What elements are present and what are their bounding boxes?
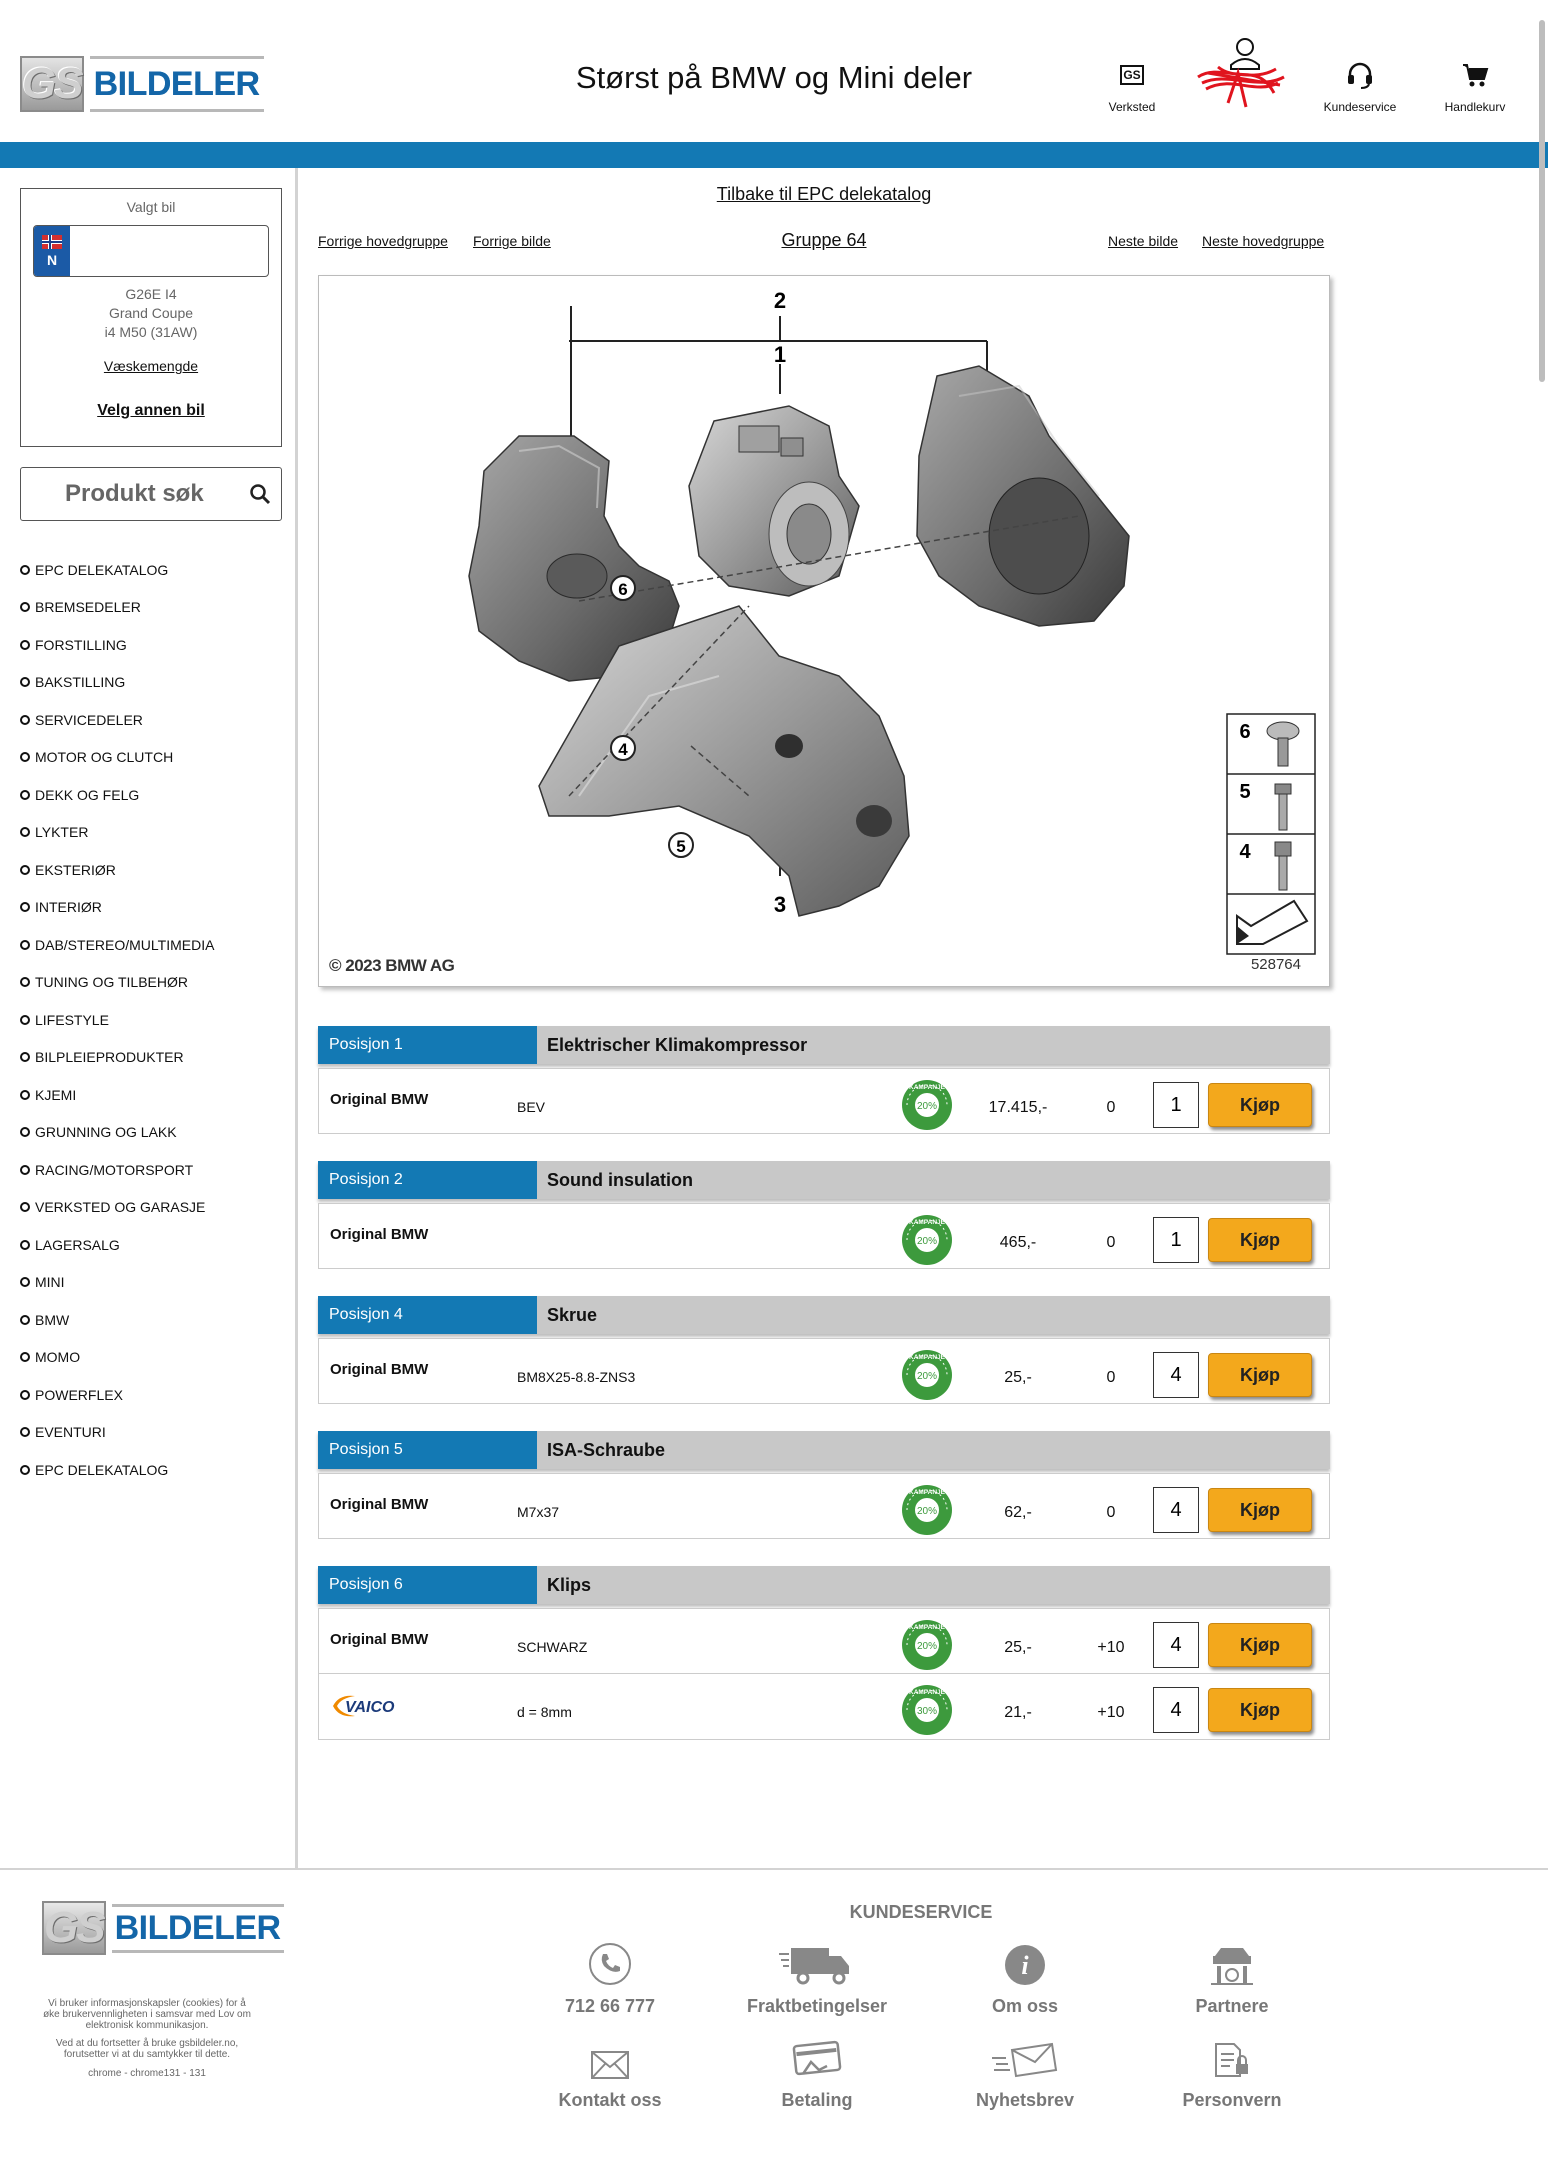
menu-item[interactable]	[20, 626, 214, 664]
menu-item-label: LAGERSALG	[35, 1236, 120, 1253]
diagram-copyright: © 2023 BMW AG	[329, 956, 455, 975]
position-header	[318, 1161, 1330, 1199]
bullet-icon	[20, 640, 30, 650]
menu-item[interactable]	[20, 589, 214, 627]
position-block	[318, 1296, 1330, 1404]
part-description: BM8X25-8.8-ZNS3	[517, 1369, 636, 1385]
bullet-icon	[20, 1090, 30, 1100]
position-header	[318, 1431, 1330, 1469]
discount-label: 20%	[916, 1236, 938, 1247]
position-number: Posisjon 6	[318, 1566, 537, 1604]
kundeservice-label: Kundeservice	[1323, 100, 1397, 114]
footer-contact-label: Kontakt oss	[558, 2090, 662, 2110]
car-model-line-1: G26E I4	[125, 286, 177, 302]
menu-item-label: MINI	[35, 1274, 65, 1291]
quantity-input[interactable]	[1153, 1622, 1199, 1668]
browser-info: chrome - chrome131 - 131	[88, 2068, 206, 2079]
position-number: Posisjon 2	[318, 1161, 537, 1199]
prev-main-group-link[interactable]: Forrige hovedgruppe	[318, 233, 448, 249]
position-block	[318, 1161, 1330, 1269]
truck-icon	[717, 1936, 917, 1986]
menu-item[interactable]	[20, 1264, 214, 1302]
car-model-info	[21, 285, 281, 342]
norway-flag-icon	[42, 235, 62, 249]
quantity-input[interactable]	[1153, 1217, 1199, 1263]
site-header	[0, 0, 1548, 142]
menu-item-label: LIFESTYLE	[35, 1011, 109, 1028]
position-title: Skrue	[547, 1304, 598, 1325]
footer-logo[interactable]	[42, 1900, 281, 1956]
product-search	[20, 467, 282, 521]
scrollbar-thumb[interactable]	[1539, 20, 1545, 382]
brand-name: Original BMW	[330, 1226, 429, 1243]
menu-item-label: RACING/MOTORSPORT	[35, 1161, 194, 1178]
category-menu	[20, 551, 214, 1489]
campaign-badge-icon	[901, 1214, 953, 1271]
menu-item-label: BMW	[35, 1311, 70, 1328]
campaign-badge-text: KAMPANJE	[909, 1219, 945, 1226]
part-row	[318, 1338, 1330, 1404]
menu-item[interactable]	[20, 776, 214, 814]
menu-item-label: EKSTERIØR	[35, 861, 116, 878]
part-price: 25,-	[1004, 1369, 1032, 1386]
menu-item-label: BREMSEDELER	[35, 599, 141, 616]
part-row	[318, 1203, 1330, 1269]
campaign-badge-text: KAMPANJE	[909, 1084, 945, 1091]
envelope-icon	[510, 2030, 710, 2080]
phone-icon	[510, 1936, 710, 1986]
menu-item[interactable]	[20, 551, 214, 589]
slogan: Størst på BMW og Mini deler	[575, 60, 973, 95]
menu-item[interactable]	[20, 1226, 214, 1264]
menu-item[interactable]	[20, 851, 214, 889]
bullet-icon	[20, 1427, 30, 1437]
position-header	[318, 1296, 1330, 1334]
part-stock: 0	[1106, 1369, 1116, 1386]
bullet-icon	[20, 1202, 30, 1212]
menu-item-label: DAB/STEREO/MULTIMEDIA	[35, 936, 215, 953]
bullet-icon	[20, 1315, 30, 1325]
parts-diagram	[318, 275, 1330, 987]
bullet-icon	[20, 827, 30, 837]
position-block	[318, 1026, 1330, 1134]
logo-text-box	[90, 56, 264, 112]
part-row	[318, 1608, 1330, 1674]
privacy-document-icon	[1132, 2030, 1332, 2080]
gs-badge-icon: GS	[1120, 65, 1144, 85]
bullet-icon	[20, 902, 30, 912]
menu-item[interactable]	[20, 1001, 214, 1039]
menu-item[interactable]	[20, 739, 214, 777]
svg-text:i: i	[1021, 1951, 1029, 1980]
discount-label: 30%	[916, 1706, 938, 1717]
part-stock: +10	[1097, 1639, 1125, 1656]
brand-name: Original BMW	[330, 1361, 429, 1378]
bullet-icon	[20, 1165, 30, 1175]
menu-item[interactable]	[20, 1451, 214, 1489]
campaign-badge-icon	[901, 1684, 953, 1741]
menu-item-label: VERKSTED OG GARASJE	[35, 1199, 206, 1216]
menu-item-label: FORSTILLING	[35, 636, 127, 653]
bullet-icon	[20, 1465, 30, 1475]
cart-link[interactable]	[1420, 54, 1530, 114]
menu-item-label: EPC DELEKATALOG	[35, 561, 169, 578]
footer-logo-text: BILDELER	[112, 1904, 284, 1953]
legend-number-4: 4	[1239, 841, 1251, 863]
back-link-row	[300, 184, 1348, 205]
legend-number-6: 6	[1239, 721, 1251, 743]
header-accent-bar	[0, 142, 1548, 168]
headset-icon	[1305, 54, 1415, 96]
campaign-badge-text: KAMPANJE	[909, 1689, 945, 1696]
diagram-image-number: 528764	[1250, 956, 1301, 973]
logo-gs-mark: GS	[20, 56, 84, 112]
footer-newsletter-label: Nyhetsbrev	[975, 2090, 1075, 2110]
next-main-group-link[interactable]: Neste hovedgruppe	[1202, 233, 1325, 249]
menu-item-label: BAKSTILLING	[35, 674, 126, 691]
menu-item[interactable]	[20, 1189, 214, 1227]
bullet-icon	[20, 602, 30, 612]
menu-item-label: GRUNNING OG LAKK	[35, 1124, 177, 1141]
menu-item-label: EPC DELEKATALOG	[35, 1461, 169, 1478]
callout-5[interactable]: 5	[676, 837, 686, 856]
buy-button[interactable]: Kjøp	[1208, 1623, 1312, 1667]
position-block	[318, 1566, 1330, 1740]
footer-newsletter-link[interactable]	[925, 2030, 1125, 2111]
footer-logo-gs-mark: GS	[42, 1901, 106, 1955]
callout-1[interactable]: 1	[773, 342, 787, 367]
part-row	[318, 1068, 1330, 1134]
menu-item-label: TUNING OG TILBEHØR	[35, 974, 188, 991]
menu-item[interactable]	[20, 664, 214, 702]
user-icon	[1188, 52, 1298, 94]
part-price: 465,-	[999, 1234, 1037, 1251]
search-icon[interactable]	[249, 483, 271, 510]
kundeservice-title: KUNDESERVICE	[849, 1902, 993, 1922]
bullet-icon	[20, 790, 30, 800]
campaign-badge-text: KAMPANJE	[909, 1354, 945, 1361]
quantity-input[interactable]	[1153, 1487, 1199, 1533]
menu-item[interactable]	[20, 926, 214, 964]
campaign-badge-icon	[901, 1079, 953, 1136]
part-stock: 0	[1106, 1234, 1116, 1251]
bullet-icon	[20, 1277, 30, 1287]
newsletter-icon	[925, 2030, 1125, 2080]
brand-name: Original BMW	[330, 1631, 429, 1648]
buy-button[interactable]: Kjøp	[1208, 1353, 1312, 1397]
quantity-input[interactable]	[1153, 1082, 1199, 1128]
choose-other-car-link[interactable]: Velg annen bil	[97, 402, 205, 419]
footer-partners-label: Partnere	[1195, 1996, 1269, 2016]
part-price: 21,-	[1004, 1704, 1032, 1721]
selected-car-box	[20, 188, 282, 447]
bullet-icon	[20, 565, 30, 575]
campaign-badge-icon	[901, 1619, 953, 1676]
discount-label: 20%	[916, 1506, 938, 1517]
brand-name: Original BMW	[330, 1496, 429, 1513]
position-header	[318, 1026, 1330, 1064]
callout-6[interactable]: 6	[618, 580, 628, 599]
menu-item[interactable]	[20, 889, 214, 927]
footer-phone-link[interactable]	[510, 1936, 710, 2017]
menu-item-label: EVENTURI	[35, 1424, 106, 1441]
footer-privacy-link[interactable]	[1132, 2030, 1332, 2111]
plate-country-code: N	[46, 251, 58, 268]
menu-item-label: SERVICEDELER	[35, 711, 143, 728]
part-row	[318, 1473, 1330, 1539]
menu-item-label: BILPLEIEPRODUKTER	[35, 1049, 184, 1066]
verksted-label: Verksted	[1108, 100, 1156, 114]
position-number: Posisjon 4	[318, 1296, 537, 1334]
menu-item-label: POWERFLEX	[35, 1386, 123, 1403]
part-price: 17.415,-	[988, 1099, 1048, 1116]
position-title: Sound insulation	[547, 1169, 693, 1190]
plate-country-badge	[34, 226, 70, 276]
car-model-line-3: i4 M50 (31AW)	[104, 324, 198, 340]
position-title: ISA-Schraube	[547, 1439, 666, 1460]
verksted-link[interactable]	[1077, 54, 1187, 114]
bullet-icon	[20, 752, 30, 762]
menu-item-label: KJEMI	[35, 1086, 77, 1103]
callout-3[interactable]: 3	[773, 892, 787, 917]
part-price: 25,-	[1004, 1639, 1032, 1656]
product-search-input[interactable]	[21, 469, 231, 519]
discount-label: 20%	[916, 1641, 938, 1652]
cart-icon	[1420, 54, 1530, 96]
sidebar	[0, 168, 298, 1868]
menu-item-label: DEKK OG FELG	[35, 786, 140, 803]
part-stock: 0	[1106, 1099, 1116, 1116]
menu-item[interactable]	[20, 964, 214, 1002]
cookie-notice-2: Ved at du fortsetter å bruke gsbildeler.no, forutsetter vi at du samtykker til dette.	[55, 2038, 239, 2060]
bullet-icon	[20, 1015, 30, 1025]
menu-item[interactable]	[20, 1039, 214, 1077]
menu-item[interactable]	[20, 1076, 214, 1114]
footer-contact-link[interactable]	[510, 2030, 710, 2111]
bullet-icon	[20, 1052, 30, 1062]
menu-item-label: MOTOR OG CLUTCH	[35, 749, 174, 766]
position-number: Posisjon 5	[318, 1431, 537, 1469]
logo-text: BILDELER	[93, 64, 260, 103]
position-title: Elektrischer Klimakompressor	[547, 1034, 808, 1055]
footer-privacy-label: Personvern	[1182, 2090, 1282, 2110]
car-model-line-2: Grand Coupe	[108, 305, 194, 321]
fluid-capacity-link[interactable]: Væskemengde	[103, 358, 199, 374]
kundeservice-title-row	[410, 1902, 1432, 1923]
menu-item[interactable]	[20, 1301, 214, 1339]
menu-item-label: INTERIØR	[35, 899, 102, 916]
footer-about-label: Om oss	[991, 1996, 1059, 2016]
part-description: M7x37	[517, 1504, 560, 1520]
site-footer	[0, 1868, 1548, 2160]
campaign-badge-icon	[901, 1484, 953, 1541]
bullet-icon	[20, 1390, 30, 1400]
part-stock: +10	[1097, 1704, 1125, 1721]
legend-number-5: 5	[1239, 781, 1251, 803]
bullet-icon	[20, 977, 30, 987]
bullet-icon	[20, 1240, 30, 1250]
part-stock: 0	[1106, 1504, 1116, 1521]
site-logo[interactable]	[20, 56, 260, 112]
menu-item[interactable]	[20, 1151, 214, 1189]
bullet-icon	[20, 715, 30, 725]
footer-shipping-label: Fraktbetingelser	[746, 1996, 888, 2016]
car-lift-icon	[1132, 1936, 1332, 1986]
menu-item[interactable]	[20, 814, 214, 852]
selected-car-heading: Valgt bil	[126, 199, 176, 215]
menu-item[interactable]	[20, 1376, 214, 1414]
discount-label: 20%	[916, 1101, 938, 1112]
part-description: d = 8mm	[517, 1704, 572, 1720]
callout-4[interactable]: 4	[618, 740, 628, 759]
menu-item[interactable]	[20, 701, 214, 739]
part-price: 62,-	[1004, 1504, 1032, 1521]
brand-name: Original BMW	[330, 1091, 429, 1108]
buy-button[interactable]: Kjøp	[1208, 1488, 1312, 1532]
vaico-logo	[329, 1692, 413, 1725]
info-icon	[925, 1936, 1125, 1986]
bullet-icon	[20, 1352, 30, 1362]
footer-phone-label: 712 66 777	[564, 1996, 656, 2016]
group-title-row	[318, 230, 1330, 251]
cookie-notice-1: Vi bruker informasjonskapsler (cookies) for å øke brukervennligheten i samsvar med Lov om elektronisk kommunikasjon.	[43, 1998, 251, 2031]
campaign-badge-text: KAMPANJE	[909, 1489, 945, 1496]
bullet-icon	[20, 1127, 30, 1137]
buy-button[interactable]: Kjøp	[1208, 1218, 1312, 1262]
callout-2[interactable]: 2	[773, 288, 787, 313]
page-scrollbar[interactable]	[1536, 0, 1548, 2160]
bullet-icon	[20, 677, 30, 687]
footer-about-link[interactable]	[925, 1936, 1125, 2017]
menu-item-label: MOMO	[35, 1349, 81, 1366]
cart-label: Handlekurv	[1444, 100, 1506, 114]
part-description: BEV	[517, 1099, 546, 1115]
position-number: Posisjon 1	[318, 1026, 537, 1064]
menu-item-label: LYKTER	[35, 824, 89, 841]
kundeservice-link[interactable]	[1305, 54, 1415, 114]
footer-partners-link[interactable]	[1132, 1936, 1332, 2017]
license-plate-field[interactable]	[33, 225, 269, 277]
parts-diagram-drawing	[319, 276, 1331, 988]
back-to-epc-link[interactable]: Tilbake til EPC delekatalog	[716, 184, 932, 204]
menu-item[interactable]	[20, 1414, 214, 1452]
footer-payment-label: Betaling	[781, 2090, 853, 2110]
footer-shipping-link[interactable]	[717, 1936, 917, 2017]
bullet-icon	[20, 865, 30, 875]
bullet-icon	[20, 940, 30, 950]
menu-item[interactable]	[20, 1339, 214, 1377]
campaign-badge-text: KAMPANJE	[909, 1624, 945, 1631]
buy-button[interactable]: Kjøp	[1208, 1688, 1312, 1732]
discount-label: 20%	[916, 1371, 938, 1382]
quantity-input[interactable]	[1153, 1352, 1199, 1398]
quantity-input[interactable]	[1153, 1687, 1199, 1733]
group-title-link[interactable]: Gruppe 64	[781, 230, 867, 250]
next-image-link[interactable]: Neste bilde	[1108, 233, 1179, 249]
part-description: SCHWARZ	[517, 1639, 588, 1655]
user-account-link[interactable]	[1188, 52, 1298, 94]
campaign-badge-icon	[901, 1349, 953, 1406]
buy-button[interactable]: Kjøp	[1208, 1083, 1312, 1127]
part-row	[318, 1674, 1330, 1740]
menu-item[interactable]	[20, 1114, 214, 1152]
prev-image-link[interactable]: Forrige bilde	[473, 233, 551, 249]
payment-card-icon	[717, 2030, 917, 2080]
epc-navigation	[318, 230, 1330, 254]
position-block	[318, 1431, 1330, 1539]
brand-name: VAICO	[345, 1699, 395, 1716]
footer-payment-link[interactable]	[717, 2030, 917, 2111]
position-header	[318, 1566, 1330, 1604]
position-title: Klips	[547, 1574, 592, 1595]
